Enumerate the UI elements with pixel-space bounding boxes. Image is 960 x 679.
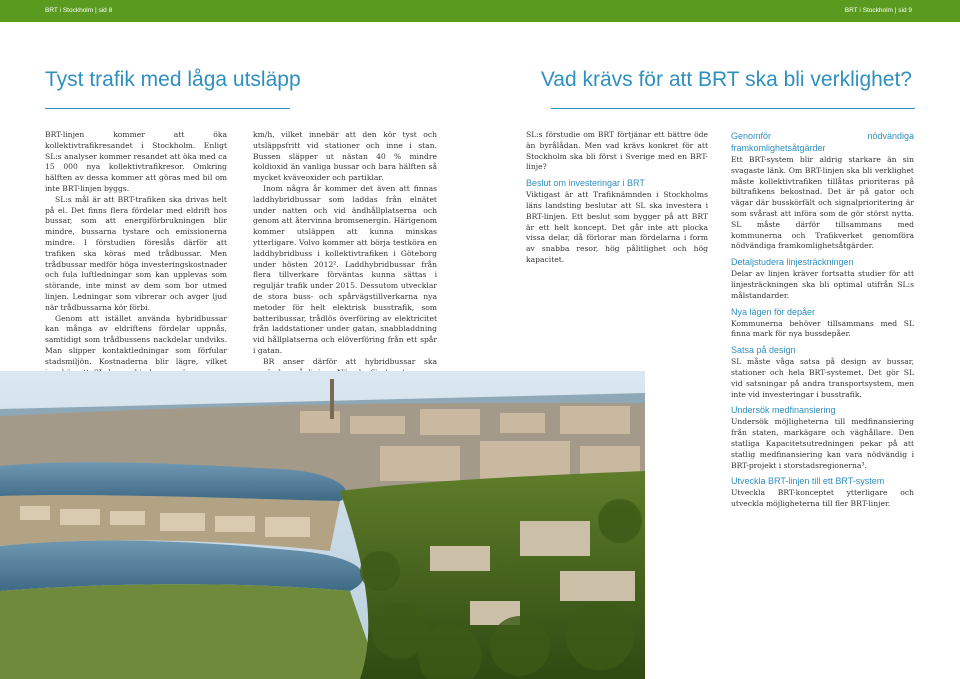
section-text: Delar av linjen kräver fortsatta studier för att linjesträckningen ska bli optimal utifrån SL:s målstandarder. [731, 269, 914, 300]
tower [330, 379, 334, 419]
section-heading: Satsa på design [731, 345, 796, 356]
intro-paragraph: SL:s förstudie om BRT förtjänar ett bättre öde än byrålådan. Men vad krävs konkret för att Stockholm ska bli först i Sverige med en BRT-linje? [526, 130, 708, 172]
section-text: Kommunerna behöver tillsammans med SL finna mark för nya bussdepåer. [731, 318, 914, 339]
paragraph: Genom att istället använda hybridbussar kan många av eldriftens fördelar uppnås, samtidigt som trådbussens nackdelar undviks. Man slipper kontaktledningar som förfular stadsmiljön. Kostnaderna blir lägre, vilket [45, 313, 227, 366]
page-label-left: BRT i Stockholm | sid 8 [45, 7, 113, 14]
title-rule-right [551, 108, 915, 109]
text-column-4 [731, 130, 914, 510]
header-bar-left [0, 0, 480, 22]
section-heading: Undersök medfinansiering [731, 405, 836, 416]
page-label-right: BRT i Stockholm | sid 9 [844, 7, 912, 14]
header-bar-right [480, 0, 960, 22]
foreground-park [0, 584, 380, 679]
title-rule-left [45, 108, 290, 109]
section-heading: Genomför nödvändiga framkomlighetsåtgärder [731, 131, 914, 153]
paragraph: BR anser därför att hybridbussar ska [263, 356, 437, 366]
photo-illustration [0, 371, 645, 679]
page-title-right: Vad krävs för att BRT ska bli verklighet? [540, 68, 912, 91]
paragraph: km/h, vilket innebär att den kör tyst och utsläppsfritt vid stationer och inne i stan. Bussen släpper ut nästan 40 % mindre koldioxid än vanliga bussar och bara hälften så mycket kväveoxider och partiklar. [253, 130, 437, 183]
aerial-photo-stockholm [0, 371, 645, 679]
section-text: Viktigast är att Trafiknämnden i Stockholms läns landsting beslutar att SL ska investera i BRT-linjen. Ett beslut som bygger på att BRT är ett helt koncept. Det går inte att plocka vissa delar, då förlorar man fördelarna i form av snabba resor, hög pålitlighet och hög kapacitet. [526, 190, 708, 264]
paragraph: BRT-linjen kommer att öka kollektivtrafikresandet i Stockholm. Enligt SL:s analyser kommer resandet att öka med ca 15 000 nya kollektivtrafikresor. Omkring hälften av dessa kommer att göras med bil om inte BRT-linjen byggs. [45, 130, 227, 193]
paragraph: SL:s mål är att BRT-trafiken ska drivas helt på el. Det finns flera fördelar med eldrift hos bussar, som att energiförbrukningen blir mindre, bussarna tystare och emissionerna mindre. I förstudien föreslås därför att trafiken ska köras med trådbussar. Men trådbussar medför höga investeringskostnader och fula luftledningar som kan upplevas som störande, inte minst av dem som bor utmed linjen. Ledningar som vibrerar och avger ljud när trådbussarna kör förbi. [45, 194, 227, 312]
section-text: Utveckla BRT-konceptet ytterligare och utveckla möjligheterna till fler BRT-linjer. [731, 488, 914, 509]
section-text: Ett BRT-system blir aldrig starkare än sin svagaste länk. Om BRT-linjen ska bli verklighet måste kollektivtrafiken tillåtas prioriteras på biltrafikens bekostnad. Det är på gator och vägar där busskörfält och signalprioritering är som svårast att införa som de gör störst nytta. SL måste därför tillsammans med kommunerna och Trafikverket genomföra nödvändiga framkomlighetsåtgärder. [731, 155, 914, 251]
text-column-3 [526, 130, 708, 266]
section-text: SL måste våga satsa på design av bussar, stationer och hela BRT-systemet. Det gör SL vid satsningar på andra transportsystem, men inte vid investeringar i busstrafik. [731, 357, 914, 399]
paragraph: Inom några år kommer det även att finnas laddhybridbussar som laddas från elnätet under natten och vid ändhållplatserna och genom att återvinna bromsenergin. Härigenom kommer utsläppen att kunna minskas ytterligare. Volvo kommer att börja testköra en laddhybridbuss i kollektivtrafiken i Göteborg under hösten 2012². Laddhybridbussar från flera tillverkare förväntas kunna sättas i reguljär trafik under 2015. Dessutom utvecklar de stora buss- och spårvägstillverkarna nya metoder för helt elektrisk busstrafik, som batteribussar, trådlös överföring av elektricitet från laddstationer under gatan, snabbladdning vid hållplatserna och elöverföring från ett spår i gatan. [253, 183, 437, 355]
section-heading: Beslut om investeringar i BRT [526, 178, 645, 189]
section-heading: Nya lägen för depåer [731, 306, 816, 317]
section-heading: Detaljstudera linjesträckningen [731, 257, 854, 268]
section-text: Undersök möjligheterna till medfinansiering från staten, markägare och väghållare. Den statliga Kapacitetsutredningen pekar på att statlig medfinansiering kan vara nödvändig i BRT-projekt i storstadsregionerna³. [731, 417, 914, 470]
page-title-left: Tyst trafik med låga utsläpp [45, 68, 301, 91]
section-heading: Utveckla BRT-linjen till ett BRT-system [731, 476, 885, 487]
